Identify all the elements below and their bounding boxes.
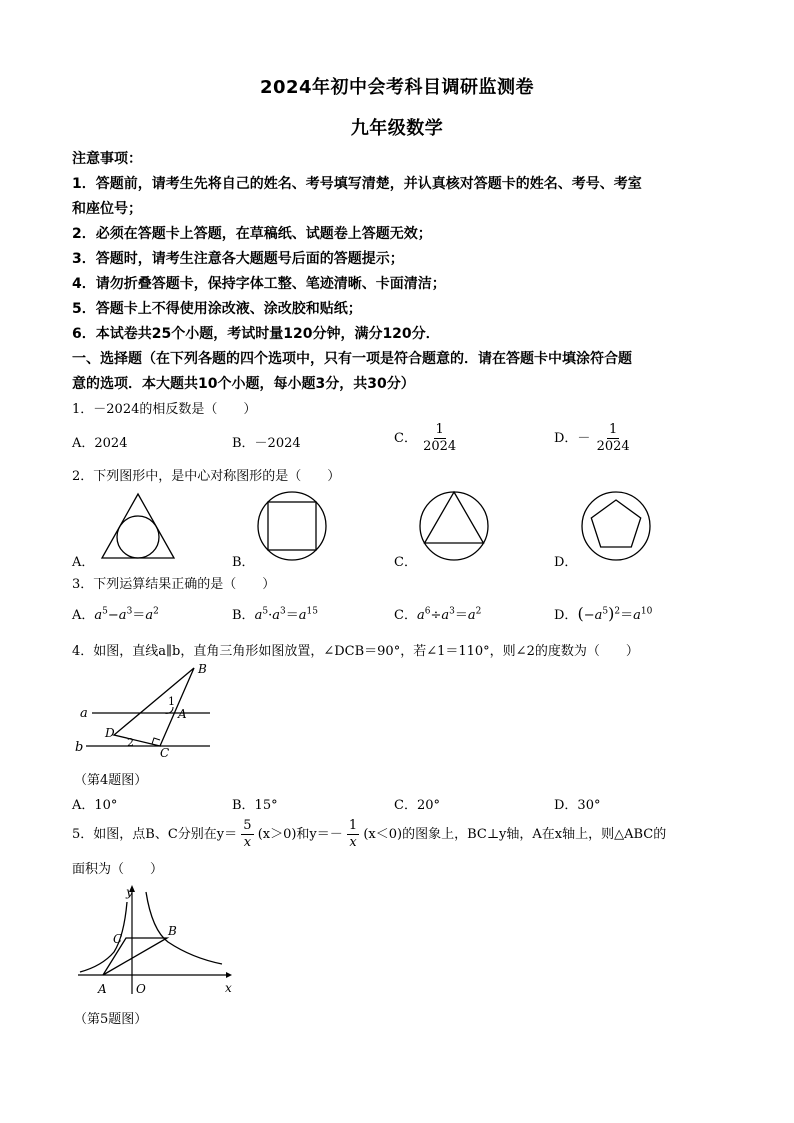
label-a: a <box>80 706 88 721</box>
label-angle-2: 2 <box>127 736 134 749</box>
notes-item: 1．答题前，请考生先将自己的姓名、考号填写清楚，并认真核对答题卡的姓名、考号、考室 <box>72 176 642 192</box>
q4-figure <box>72 660 222 762</box>
q5-f1-denominator: x <box>243 835 252 850</box>
q2-option-a: A． <box>72 555 95 570</box>
q5-condition-1: (x＞0)和y＝－ <box>257 827 343 842</box>
q5-stem-end: (x＜0)的图象上，BC⊥y轴，A在x轴上，则△ABC的 <box>363 827 667 842</box>
label-angle-1: 1 <box>168 695 175 708</box>
label-B: B <box>198 662 207 676</box>
q1-option-b: B．－2024 <box>232 436 301 451</box>
q3-option-c-label: C． <box>394 608 417 623</box>
q1-stem: 1．－2024的相反数是（ ） <box>72 402 257 417</box>
curve-5-over-x <box>146 892 222 964</box>
q3-option-a-label: A． <box>72 608 95 623</box>
q3-option-b-label: B． <box>232 608 255 623</box>
right-angle-mark <box>152 738 160 744</box>
notes-item: 3．答题时，请考生注意各大题题号后面的答题提示； <box>72 251 404 267</box>
q5-fraction-1 <box>241 818 253 851</box>
label-x: x <box>225 981 232 995</box>
q3-stem: 3．下列运算结果正确的是（ ） <box>72 577 276 592</box>
q4-option-c: C．20° <box>394 798 440 813</box>
q4-option-a: A．10° <box>72 798 118 813</box>
inscribed-pentagon <box>591 500 640 547</box>
page-subtitle: 九年级数学 <box>350 118 444 139</box>
q5-figure <box>72 880 237 1002</box>
q5-stem-line2: 面积为（ ） <box>72 862 164 877</box>
q1-c-numerator: 1 <box>435 422 444 437</box>
notes-heading: 注意事项： <box>72 151 142 167</box>
q5-f2-numerator: 1 <box>348 818 358 833</box>
q3-option-d: D．$(-a^5)^2=a^{10}$ <box>554 604 653 623</box>
q1-c-denominator: 2024 <box>423 439 457 454</box>
q2-figure-b <box>256 490 328 562</box>
q1-option-d <box>554 422 632 455</box>
q2-figure-d <box>580 490 652 562</box>
notes-item: 2．必须在答题卡上答题，在草稿纸、试题卷上答题无效； <box>72 226 432 242</box>
q5-stem <box>72 818 666 851</box>
circle-shape <box>582 492 650 560</box>
q2-stem: 2．下列图形中，是中心对称图形的是（ ） <box>72 469 341 484</box>
q3-option-c: C．$a^6\div a^3=a^2$ <box>394 606 482 623</box>
label-A: A <box>98 982 107 996</box>
label-C: C <box>113 932 123 946</box>
notes-item: 5．答题卡上不得使用涂改液、涂改胶和贴纸； <box>72 301 362 317</box>
q3-option-a: A．$a^5-a^3=a^2$ <box>72 606 159 623</box>
label-B: B <box>168 924 177 938</box>
q5-f1-numerator: 5 <box>243 818 252 833</box>
q4-option-d: D．30° <box>554 798 601 813</box>
q2-option-d: D． <box>554 555 578 570</box>
q5-fraction-2 <box>347 818 359 851</box>
q4-option-b: B．15° <box>232 798 278 813</box>
label-D: D <box>105 726 115 740</box>
section-heading: 一、选择题（在下列各题的四个选项中，只有一项是符合题意的．请在答题卡中填涂符合题 <box>72 351 632 367</box>
inscribed-circle <box>117 516 159 558</box>
q1-option-c-fraction <box>421 422 458 455</box>
q3-option-b: B．$a^5\cdot a^3=a^{15}$ <box>232 606 318 623</box>
q1-option-c <box>394 422 458 455</box>
label-y: y <box>126 885 133 899</box>
q1-d-numerator: 1 <box>608 422 618 437</box>
x-axis-arrow <box>226 972 232 978</box>
q2-figure-c <box>418 490 490 562</box>
q1-option-d-label: D．－ <box>554 431 591 446</box>
q5-f2-denominator: x <box>349 835 357 850</box>
q1-option-c-label: C． <box>394 431 417 446</box>
notes-item: 6．本试卷共25个小题，考试时量120分钟，满分120分． <box>72 326 440 342</box>
label-C: C <box>160 746 170 760</box>
label-O: O <box>136 982 146 996</box>
notes-item: 4．请勿折叠答题卡，保持字体工整、笔迹清晰、卡面清洁； <box>72 276 446 292</box>
triangle-shape <box>102 494 174 558</box>
q2-figure-a <box>98 490 178 562</box>
q5-caption: （第5题图） <box>74 1012 148 1027</box>
q2-option-c: C． <box>394 555 417 570</box>
q1-option-a: A．2024 <box>72 436 128 451</box>
q5-stem-start: 5．如图，点B、C分别在y＝ <box>72 827 238 842</box>
label-A: A <box>178 707 187 721</box>
q3-option-d-label: D． <box>554 608 578 623</box>
page-title: 2024年初中会考科目调研监测卷 <box>259 77 535 98</box>
q1-d-denominator: 2024 <box>596 439 630 454</box>
circle-shape <box>420 492 488 560</box>
q4-caption: （第4题图） <box>74 773 148 788</box>
inscribed-square <box>268 502 316 550</box>
q1-option-d-fraction <box>595 422 632 455</box>
label-b: b <box>75 740 84 755</box>
q2-option-b: B． <box>232 555 255 570</box>
section-heading-cont: 意的选项．本大题共10个小题，每小题3分，共30分） <box>72 376 415 392</box>
notes-item: 和座位号； <box>72 201 142 217</box>
q4-stem: 4．如图，直线a∥b，直角三角形如图放置，∠DCB＝90°，若∠1＝110°，则∠2的度数为（ ） <box>72 644 639 659</box>
